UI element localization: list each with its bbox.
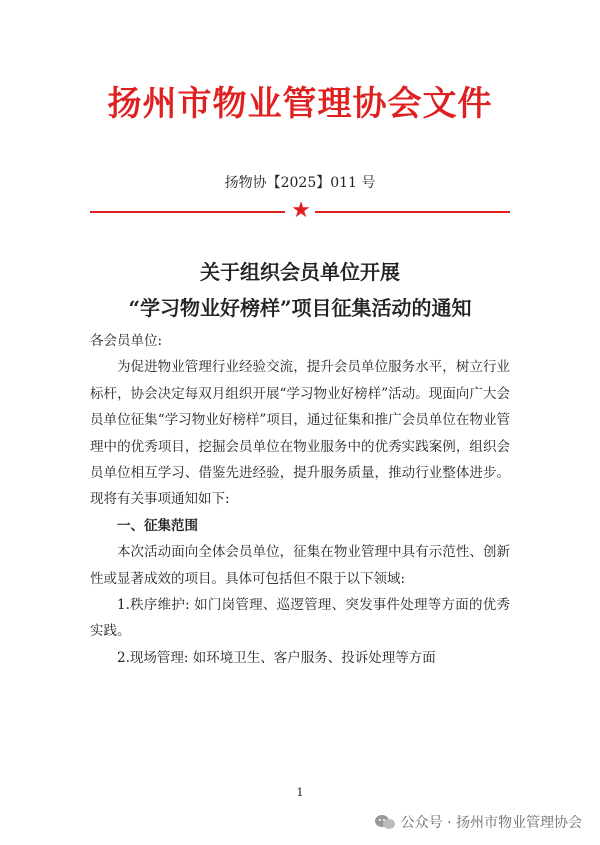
- section-heading-scope: 一、征集范围: [117, 517, 198, 534]
- star-icon: ★: [291, 198, 311, 223]
- list-item-site-management: 2.现场管理: 如环境卫生、客户服务、投诉处理等方面: [117, 649, 436, 666]
- notice-title-line2: “学习物业好榜样”项目征集活动的通知: [128, 296, 472, 320]
- document-body: [90, 328, 510, 671]
- list-item-order-maintenance: 1.秩序维护: 如门岗管理、巡逻管理、突发事件处理等方面的优秀实践。: [90, 597, 510, 640]
- separator-line-left: [90, 211, 285, 213]
- document-title: 扬州市物业管理协会文件: [107, 84, 493, 124]
- page-number: 1: [296, 786, 304, 799]
- salutation: 各会员单位:: [90, 333, 163, 349]
- paragraph-intro: 为促进物业管理行业经验交流，提升会员单位服务水平，树立行业标杆，协会决定每双月组织开展“学习物业好榜样”活动。现面向广大会员单位征集“学习物业好榜样”项目，通过征集和推广会员单位在物业管理中的优秀项目，挖掘会员单位在物业服务中的优秀实践案例，组织会员单位相互学习、借鉴先进经验，提升服务质量，推动行业整体进步。现将有关事项通知如下:: [90, 359, 510, 508]
- wechat-icon: [374, 814, 396, 830]
- watermark: [374, 812, 582, 832]
- notice-title: [0, 254, 600, 326]
- notice-title-line1: 关于组织会员单位开展: [200, 260, 400, 284]
- document-number: 扬物协【2025】011 号: [224, 175, 376, 191]
- red-separator: [90, 200, 510, 224]
- separator-line-right: [315, 211, 510, 213]
- watermark-text: 公众号 · 扬州市物业管理协会: [400, 815, 582, 831]
- paragraph-scope: 本次活动面向全体会员单位，征集在物业管理中具有示范性、创新性或显著成效的项目。具体可包括但不限于以下领域:: [90, 544, 510, 587]
